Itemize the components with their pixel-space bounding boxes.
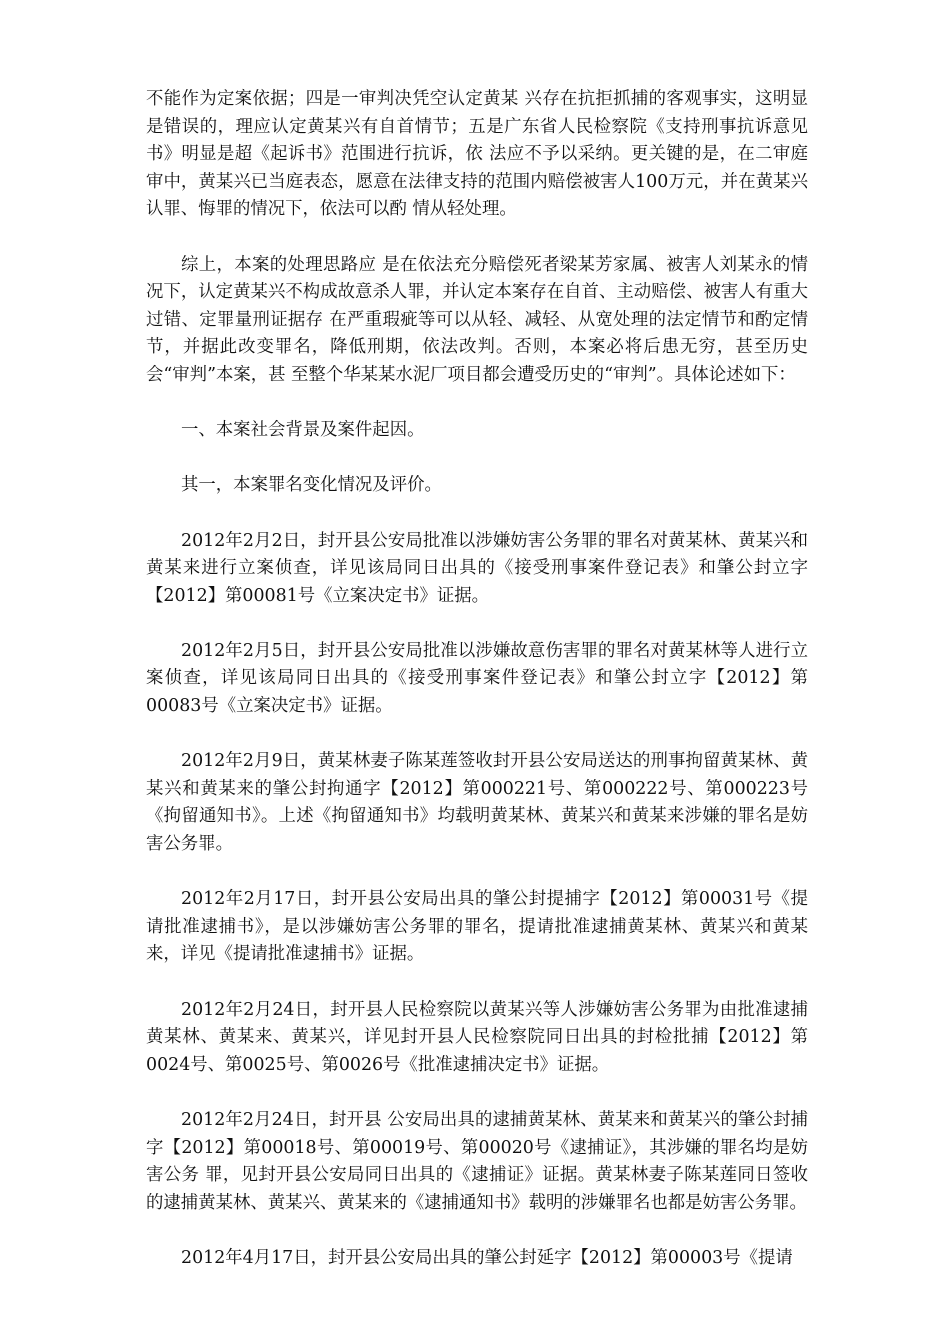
paragraph-continuation: 不能作为定案依据；四是一审判决凭空认定黄某 兴存在抗拒抓捕的客观事实，这明显是错误的，理应认定黄某兴有自首情节；五是广东省人民检察院《支持刑事抗诉意见书》明显是超《起诉书》范围进行抗诉，依 法应不予以采纳。更关键的是，在二审庭审中，黄某兴已当庭表态，愿意在法律支持的范围内赔偿被害人100万元，并在黄某兴认罪、悔罪的情况下，依法可以酌 情从轻处理。	[146, 89, 808, 220]
paragraph-item: 2012年2月24日，封开县 公安局出具的逮捕黄某林、黄某来和黄某兴的肇公封捕字【2012】第00018号、第00019号、第00020号《逮捕证》，其涉嫌的罪名均是妨害公务 罪，见封开县公安局同日出具的《逮捕证》证据。黄某林妻子陈某莲同日签收的逮捕黄某林、黄某兴、黄某来的《逮捕通知书》载明的涉嫌罪名也都是妨害公务罪。	[146, 1109, 808, 1213]
paragraph-item: 2012年2月2日，封开县公安局批准以涉嫌妨害公务罪的罪名对黄某林、黄某兴和黄某来进行立案侦查，详见该局同日出具的《接受刑事案件登记表》和肇公封立字【2012】第00081号《立案决定书》证据。	[146, 530, 808, 606]
section-heading: 一、本案社会背景及案件起因。	[181, 420, 425, 441]
paragraph-summary: 综上，本案的处理思路应 是在依法充分赔偿死者梁某芳家属、被害人刘某永的情况下，认定黄某兴不构成故意杀人罪，并认定本案存在自首、主动赔偿、被害人有重大过错、定罪量刑证据存 在严重瑕疵等可以从轻、减轻、从宽处理的法定情节和酌定情节，并据此改变罪名，降低刑期，依法改判。否则，本案必将后患无穷，甚至历史会“审判”本案，甚 至整个华某某水泥厂项目都会遭受历史的“审判”。具体论述如下：	[146, 254, 808, 385]
paragraph-item: 2012年2月5日，封开县公安局批准以涉嫌故意伤害罪的罪名对黄某林等人进行立案侦查，详见该局同日出具的《接受刑事案件登记表》和肇公封立字【2012】第00083号《立案决定书》证据。	[146, 640, 808, 717]
paragraph-item: 2012年4月17日，封开县公安局出具的肇公封延字【2012】第00003号《提请	[181, 1247, 793, 1268]
paragraph-item: 2012年2月24日，封开县人民检察院以黄某兴等人涉嫌妨害公务罪为由批准逮捕黄某林、黄某来、黄某兴，详见封开县人民检察院同日出具的封检批捕【2012】第0024号、第0025号、第0026号《批准逮捕决定书》证据。	[146, 999, 808, 1075]
paragraph-item: 2012年2月17日，封开县公安局出具的肇公封提捕字【2012】第00031号《提请批准逮捕书》，是以涉嫌妨害公务罪的罪名，提请批准逮捕黄某林、黄某兴和黄某来，详见《提请批准逮捕书》证据。	[146, 889, 808, 965]
subsection-heading: 其一，本案罪名变化情况及评价。	[181, 475, 442, 496]
paragraph-item: 2012年2月9日，黄某林妻子陈某莲签收封开县公安局送达的刑事拘留黄某林、黄某兴和黄某来的肇公封拘通字【2012】第000221号、第000222号、第000223号《拘留通知书》。上述《拘留通知书》均载明黄某林、黄某兴和黄某来涉嫌的罪名是妨害公务罪。	[146, 751, 808, 855]
document-body	[146, 86, 808, 1300]
